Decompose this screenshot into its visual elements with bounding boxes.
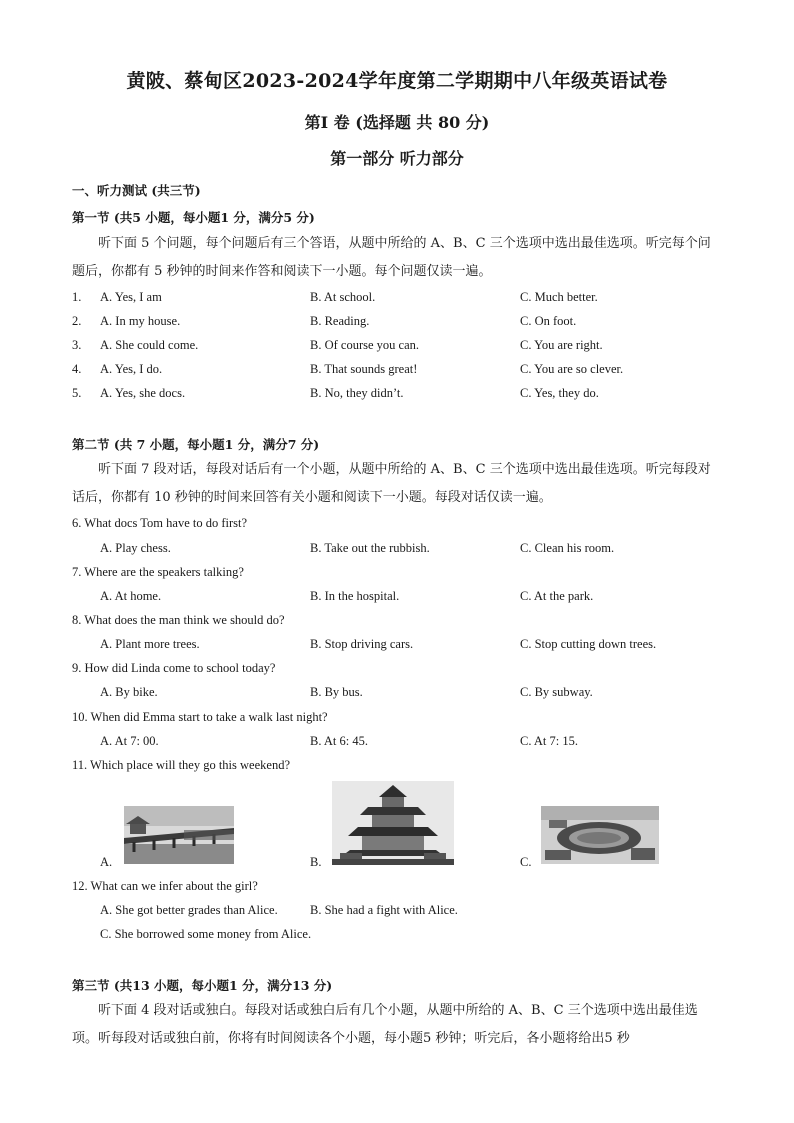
item-number: 1.	[72, 290, 82, 304]
option-c: C. Clean his room.	[520, 541, 615, 555]
option-a: A. Yes, she docs.	[100, 386, 186, 400]
option-a: A. At home.	[100, 589, 162, 603]
option-b: B. Stop driving cars.	[310, 637, 414, 651]
option-b: B. By bus.	[310, 685, 363, 699]
option-b: B.	[310, 855, 322, 869]
section-heading: 一、听力测试 (共三节)	[72, 183, 201, 198]
option-c: C. On foot.	[520, 314, 577, 328]
question-text: 6. What docs Tom have to do first?	[72, 516, 248, 530]
option-a: A. By bike.	[100, 685, 158, 699]
option-b: B. No, they didn’t.	[310, 386, 404, 400]
volume-subtitle: 第Ⅰ 卷 (选择题 共 80 分)	[304, 113, 490, 132]
item-number: 5.	[72, 386, 82, 400]
option-b: B. Take out the rubbish.	[310, 541, 430, 555]
option-a: A.	[100, 855, 113, 869]
sec1-heading: 第一节 (共5 小题，每小题1 分，满分5 分)	[72, 210, 315, 225]
exam-title: 黄陂、蔡甸区2023-2024学年度第二学期期中八年级英语试卷	[126, 70, 668, 92]
option-c: C. Yes, they do.	[520, 386, 599, 400]
question-text: 7. Where are the speakers talking?	[72, 565, 244, 579]
option-b: B. At 6: 45.	[310, 734, 368, 748]
option-c: C.	[520, 855, 532, 869]
item-number: 4.	[72, 362, 82, 376]
option-b: B. In the hospital.	[310, 589, 400, 603]
option-c: C. By subway.	[520, 685, 593, 699]
sec2-heading: 第二节 (共 7 小题，每小题1 分，满分7 分)	[72, 437, 320, 452]
option-a: A. At 7: 00.	[100, 734, 159, 748]
option-c: C. You are so clever.	[520, 362, 624, 376]
tower-photo	[332, 781, 454, 865]
question-text: 8. What does the man think we should do?	[72, 613, 285, 627]
question-text: 11. Which place will they go this weekend?	[72, 758, 290, 772]
option-a: A. Yes, I am	[100, 290, 162, 304]
question-text: 12. What can we infer about the girl?	[72, 879, 258, 893]
sec2-instructions: 听下面 7 段对话，每段对话后有一个小题，从题中所给的 A、B、C 三个选项中选出最佳选项。听完每段对话后，你都有 10 秒钟的时间来回答有关小题和阅读下一小题。每段对话仅读一遍。	[72, 462, 711, 505]
option-b: B. That sounds great!	[310, 362, 418, 376]
sec3-heading: 第三节 (共13 小题，每小题1 分，满分13 分)	[72, 978, 333, 993]
question-text: 9. How did Linda come to school today?	[72, 661, 276, 675]
item-number: 2.	[72, 314, 82, 328]
option-c: C. She borrowed some money from Alice.	[100, 927, 312, 941]
option-c: C. At 7: 15.	[520, 734, 578, 748]
option-a: A. In my house.	[100, 314, 181, 328]
option-b: B. Of course you can.	[310, 338, 419, 352]
bridge-photo	[124, 806, 234, 864]
option-a: A. Yes, I do.	[100, 362, 163, 376]
option-b: B. At school.	[310, 290, 376, 304]
item-number: 3.	[72, 338, 82, 352]
option-c: C. At the park.	[520, 589, 594, 603]
option-c: C. Much better.	[520, 290, 598, 304]
option-a: A. She could come.	[100, 338, 199, 352]
option-c: C. Stop cutting down trees.	[520, 637, 657, 651]
option-b: B. Reading.	[310, 314, 370, 328]
question-text: 10. When did Emma start to take a walk last night?	[72, 710, 328, 724]
sec3-instructions: 听下面 4 段对话或独白。每段对话或独白后有几个小题，从题中所给的 A、B、C 三个选项中选出最佳选项。听每段对话或独白前，你将有时间阅读各个小题，每小题5 秒钟；听完后，各小题将给出5 秒	[72, 1003, 698, 1046]
option-c: C. You are right.	[520, 338, 603, 352]
option-a: A. Play chess.	[100, 541, 171, 555]
option-a: A. Plant more trees.	[100, 637, 200, 651]
option-b: B. She had a fight with Alice.	[310, 903, 458, 917]
option-a: A. She got better grades than Alice.	[100, 903, 278, 917]
part-title: 第一部分 听力部分	[330, 149, 464, 168]
sec1-instructions: 听下面 5 个问题，每个问题后有三个答语，从题中所给的 A、B、C 三个选项中选出最佳选项。听完每个问题后，你都有 5 秒钟的时间来作答和阅读下一小题。每个问题仅读一遍。	[72, 236, 711, 279]
stadium-photo	[541, 806, 659, 864]
